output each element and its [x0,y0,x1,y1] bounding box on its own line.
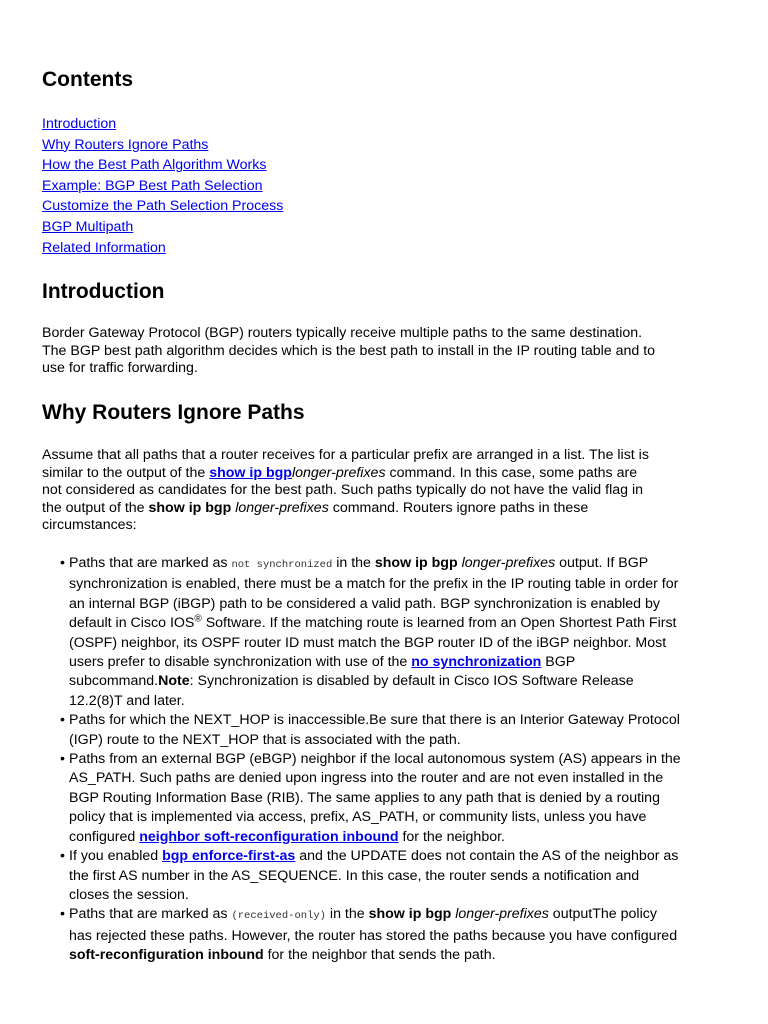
toc-item [42,238,283,259]
table-of-contents [42,114,283,258]
show-ip-bgp-link[interactable]: show ip bgp [209,464,292,481]
toc-link-why-routers-ignore-paths[interactable]: Why Routers Ignore Paths [42,136,209,153]
list-item: • Paths for which the NEXT_HOP is inaccessible.Be sure that there is an Interior Gateway Protocol (IGP) route to the NEXT_HOP that is associated with the path. [42,711,682,750]
introduction-heading: Introduction [42,280,165,303]
toc-item [42,155,283,176]
toc-item [42,176,283,197]
list-item: • Paths from an external BGP (eBGP) neighbor if the local autonomous system (AS) appears in the AS_PATH. Such paths are denied upon ingress into the router and are not even installed in the BGP Routing Information Base (RIB). The same applies to any path that is denied by a routing policy that is implemented via access, prefix, AS_PATH, or community lists, unless you have configured neighbor soft-reconfiguration inbound for the neighbor. [42,750,682,847]
toc-link-customize-selection[interactable]: Customize the Path Selection Process [42,198,284,215]
list-item: • Paths that are marked as (received-only) in the show ip bgp longer-prefixes outputThe policy has rejected these paths. However, the router has stored the paths because you have configured soft-reconfiguration inbound for the neighbor that sends the path. [42,905,682,965]
toc-link-example-selection[interactable]: Example: BGP Best Path Selection [42,177,263,194]
introduction-paragraph: Border Gateway Protocol (BGP) routers typically receive multiple paths to the same destination. The BGP best path algorithm decides which is the best path to install in the IP routing table and to use for traffic forwarding. [42,325,656,377]
not-synchronized-code: not synchronized [231,559,333,571]
toc-item [42,196,283,217]
ignore-paths-list [42,554,682,966]
list-item: • If you enabled bgp enforce-first-as and the UPDATE does not contain the AS of the neighbor as the first AS number in the AS_SEQUENCE. In this case, the router sends a notification and closes the session. [42,847,682,905]
no-synchronization-link[interactable]: no synchronization [411,654,542,671]
received-only-code: (received-only) [231,910,326,923]
contents-heading: Contents [42,68,133,91]
list-item: • Paths that are marked as not synchronized in the show ip bgp longer-prefixes output. If BGP synchronization is enabled, there must be a match for the prefix in the IP routing table in order for an internal BGP (iBGP) path to be considered a valid path. BGP synchronization is enabled by default in Cisco IOS® Software. If the matching route is learned from an Open Shortest Path First (OSPF) neighbor, its OSPF router ID must match the BGP router ID of the iBGP neighbor. Most users prefer to disable synchronization with use of the no synchronization BGP subcommand.Note: Synchronization is disabled by default in Cisco IOS Software Release 12.2(8)T and later. [42,554,682,711]
toc-link-best-path-algorithm[interactable]: How the Best Path Algorithm Works [42,157,267,174]
toc-item [42,135,283,156]
toc-item [42,114,283,135]
bgp-enforce-first-as-link[interactable]: bgp enforce-first-as [162,848,296,865]
toc-link-bgp-multipath[interactable]: BGP Multipath [42,218,134,235]
toc-link-related-information[interactable]: Related Information [42,239,166,256]
toc-link-introduction[interactable]: Introduction [42,116,117,132]
why-routers-ignore-paths-heading: Why Routers Ignore Paths [42,401,305,424]
why-intro-paragraph: Assume that all paths that a router receives for a particular prefix are arranged in a list. The list is similar to the output of the show ip bgplonger-prefixes command. In this case, some paths are not considered as candidates for the best path. Such paths typically do not have the valid flag in the output of the show ip bgp longer-prefixes command. Routers ignore paths in these circumstances: [42,447,649,534]
neighbor-soft-reconfiguration-link[interactable]: neighbor soft-reconfiguration inbound [139,828,399,845]
toc-item [42,217,283,238]
